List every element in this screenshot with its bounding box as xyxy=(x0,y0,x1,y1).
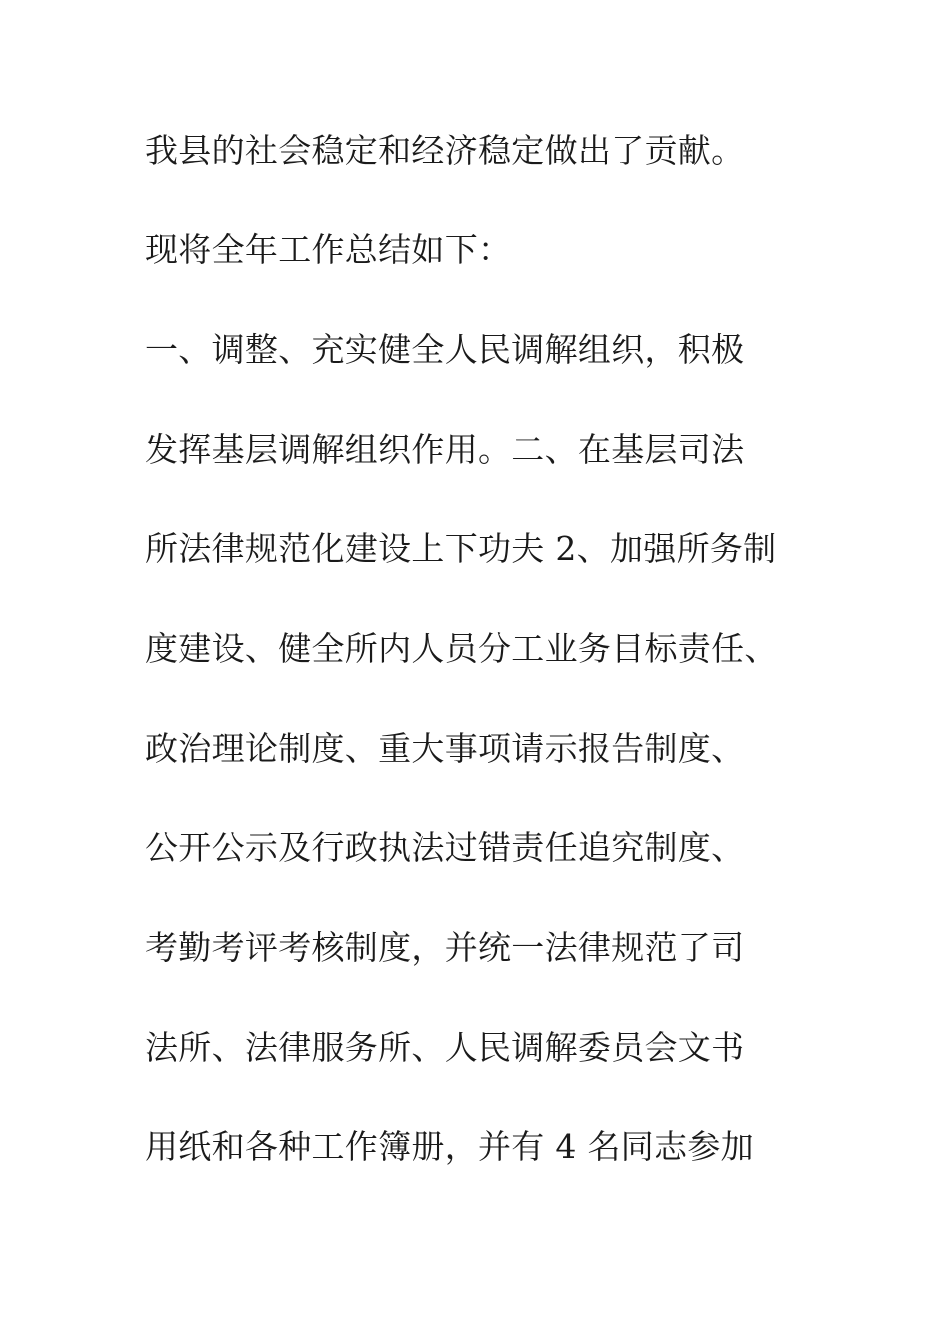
body-text-line: 所法律规范化建设上下功夫 2、加强所务制 xyxy=(145,529,777,568)
body-text-line: 度建设、健全所内人员分工业务目标责任、 xyxy=(145,629,778,668)
body-text-line: 考勤考评考核制度，并统一法律规范了司 xyxy=(145,928,745,967)
body-text-line: 政治理论制度、重大事项请示报告制度、 xyxy=(145,729,745,768)
body-text-line: 我县的社会稳定和经济稳定做出了贡献。 xyxy=(145,131,745,170)
body-text-line: 现将全年工作总结如下： xyxy=(145,230,512,269)
body-text-line: 用纸和各种工作簿册，并有 4 名同志参加 xyxy=(145,1127,754,1166)
body-text-line: 一、调整、充实健全人民调解组织，积极 xyxy=(145,330,745,369)
body-text-line: 公开公示及行政执法过错责任追究制度、 xyxy=(145,828,745,867)
body-text-line: 法所、法律服务所、人民调解委员会文书 xyxy=(145,1028,745,1067)
body-text-line: 发挥基层调解组织作用。二、在基层司法 xyxy=(145,430,745,469)
